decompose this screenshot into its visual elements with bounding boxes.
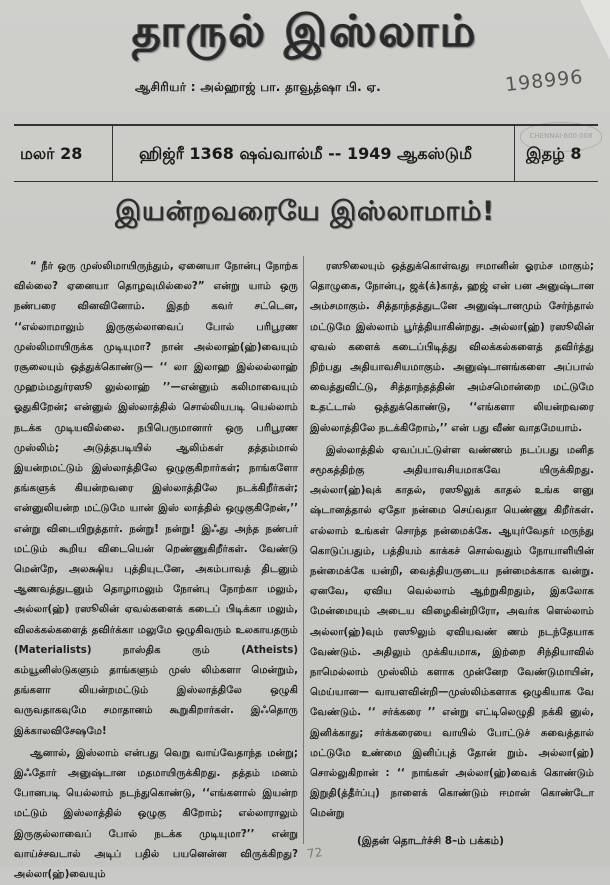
paragraph: இஸ்லாத்தில் ஏவப்பட்டுள்ள வண்ணம் நடப்பது மனித சமூகத்திற்கு அதியாவசியமாகவே யிருக்கிறது. அல்லா(ஹ்)வுக் காதல், ரஸூலுக் காதல் உங்க ளனு ஷ்டானத்தால் ஏதோ நன்மை செய்வதா யெண்ணு கிறீர்கள். எல்லாம் உங்கள் சொந்த நன்மைக்கே. ஆயுர்வேதர் மருந்து கொடுப்பதும், பத்தியம் காக்கச் சொல்வதும் நோயாளியின் நன்மைக்கே யன்றி, வைத்தியருடைய நன்மைக்காக வன்று. ஏனவே, ஏவிய வெல்லாம் ஆற்றுகிறதும், இகலோக மேன்மையும் அடைய விழைகின்றிரோ, அவர்க ளெல்லாம் அல்லா(ஹ்)வும் ரஸூலும் ஏவியவண் ணம் நடந்தேயாக வேண்டும். அதிலும் முக்கியமாக, இற்றை சிந்தியாவில் நாமெல்லாம் முஸ்லிம் களாக முன்னேற வேண்டுமாயின், மெய்யான— வாயளவின்றி—முஸ்லிம்களாக ஒழுகியாக வே வேண்டும். ‘‘ சர்க்கரை ’’ என்று எட்டிலெழுதி நக்கி னுல், இனிக்காது; சர்க்கரையை வாயில் போட்டுச் சுவைத்தால் மட்டுமே உண்மை இனிப்புத் தோன் றும். அல்லா(ஹ்) சொல்லுகிறான் : ‘‘ நாங்கள் அல்லா(ஹ்)வைக் கொண்டும் இறுதி(த்தீர்ப்பு) நாளைக் கொண்டும் ஈமான் கொண்டோ மென்று xyxy=(310,444,594,820)
article-right-column xyxy=(310,257,594,825)
issue-bar-divider xyxy=(112,126,113,181)
paragraph: “ நீர் ஒரு முஸ்லிமாயிருந்தும், ஏனையா நோன்பு நோற்க வில்லை? ஏனையா தொழவுமில்லை?” என்று யாம் ஒரு நண்பரை வினவினோம். இதற் கவர் சட்டென, ‘‘எல்லாமாலும் இருகுல்லாவைப் போல் பரிபூரண முஸ்லிமாயிருக்க முடியுமா? நான் அல்லாஹ்(ஹ்)வையும் ரசூலையும் ஒத்துக்கொண்டு— ‘‘ லா இலாஹ இல்லல்லாஹ் முஹம்மதுர்ரஸூ லுல்லாஹ் ’’—என்னும் கலிமாவையும் ஓதுகிறேன்; என்னுல் இஸ்லாத்தில் சொல்லியபடி யெல்லாம் நடக்க முடியவில்லை. நபிபெருமானார் ஒரு பரிபூரண முஸ்லிம்; அடுத்தபடியில் ஆலிம்கள் தத்தம்மால் இயன்றமட்டும் இஸ்லாத்திலே ஒழுகுகிறார்கள்; நாங்களோ தங்களுக் கியன்றவரை இஸ்லாத்திலே நடக்கிறீர்கள்; என்னுலியன்ற மட்டுமே யான் இஸ் லாத்தில் ஒழுகுகிறேன்,’’ என்று விடையிறுத்தார். நன்று! நன்று! இஃது அந்த நண்பர் மட்டும் கூறிய விடையென் றெண்ணுகிறீர்கள். வேண்டு மென்றே, அலக்ஷிய புத்தியுடனே, அகம்பாவத் திடனும் ஆணவத்துடனும் தொழாமலும் நோன்பு நோற்கா மலும், அல்லா(ஹ்) ரஸூலின் ஏவல்களைக் கடைப் பிடிக்கா மலும், விலக்கல்களைத் தவிர்க்கா மலுமே ஒழுகிவரும் உலகாயதரும் (Materialists) நாஸ்திக ரும் (Atheists) கம்யூனிஸ்டுகளும் தாங்களும் முஸ் லிம்களா மென்றும், தங்களா லியன்றமட்டும் இஸ்லாத்திலே ஒழுகி வருவதாகவுமே சமாதானம் கூறுகிறார்கள். இஃதொரு இக்காலவிசேஷமே! xyxy=(14,261,298,737)
issue-bar xyxy=(14,126,598,181)
column-divider xyxy=(303,256,304,844)
paragraph: ஆனால், இஸ்லாம் என்பது வெறு வாய்வேதாந்த மன்று; இஃதோர் அனுஷ்டான மதமாயிருக்கிறது. தத்தம் மனம் போனபடி யெல்லாம் நடந்துகொண்டு, ‘‘எங்களால் இயன்ற மட்டும் இஸ்லாத்தில் ஒழுகு கிறோம்; எல்லாராலும் இருகுல்லாவைப் போல் நடக்க முடியுமா?’’ என்று வாய்ச்சவடால் அடிப் பதில் பயனென்ன விருக்கிறது? அல்லா(ஹ்)வையும் xyxy=(14,747,298,881)
issue-bar-bottom-rule xyxy=(14,181,598,182)
pencil-mark: 72 xyxy=(306,845,324,861)
editor-line: ஆசிரியர் : அல்ஹாஜ் பா. தாவூத்ஷா பி. ஏ. xyxy=(135,80,382,94)
article-left-column xyxy=(14,257,298,885)
issue-number: இதழ் 8 xyxy=(526,144,582,163)
publication-title: தாருல் இஸ்லாம் xyxy=(132,6,478,57)
issue-bar-divider xyxy=(514,126,515,181)
article-headline: இயன்றவரையே இஸ்லாமாம்! xyxy=(115,196,495,227)
masthead xyxy=(0,0,610,118)
continuation-note: (இதன் தொடர்ச்சி 8–ம் பக்கம்) xyxy=(357,835,504,847)
paragraph: ரஸூலையும் ஒத்துக்கொள்வது ஈமானின் ஓரம்ச மாகும்; தொழுகை, நோன்பு, ஜக்(க்)காத், ஹஜ் என் பன அனுஷ்டான அம்சமாகும். சித்தாந்தத்துடனே அனுஷ்டானமும் சேர்ந்தால் மட்டுமே இஸ்லாம் பூர்த்தியாகின்றது. அல்லா(ஹ்) ரஸூலின் ஏவல் களைக் கடைப்பிடித்து விலக்கல்களைத் தவிர்த்து நிற்பது அதியாவசியமாகும். அனுஷ்டானங்களை அப்பால் வைத்துவிட்டு, சித்தாந்தத்தின் அம்சமொன்றை மட்டுமே உதட்டால் ஒத்துக்கொண்டு, ‘‘எங்களா லியன்றவரை இஸ்லாத்திலே நடக்கிறோம்,’’ என் பது வீண் வாதமேயாம். xyxy=(310,261,594,434)
issue-date: ஹிஜ்ரீ 1368 ஷவ்வால்மீ -- 1949 ஆகஸ்டுமீ xyxy=(139,144,472,163)
volume-number: மலர் 28 xyxy=(20,144,83,163)
handwritten-accession-number: 198996 xyxy=(504,65,585,97)
stamp-text: CHENNAI·600 008 xyxy=(529,132,593,140)
